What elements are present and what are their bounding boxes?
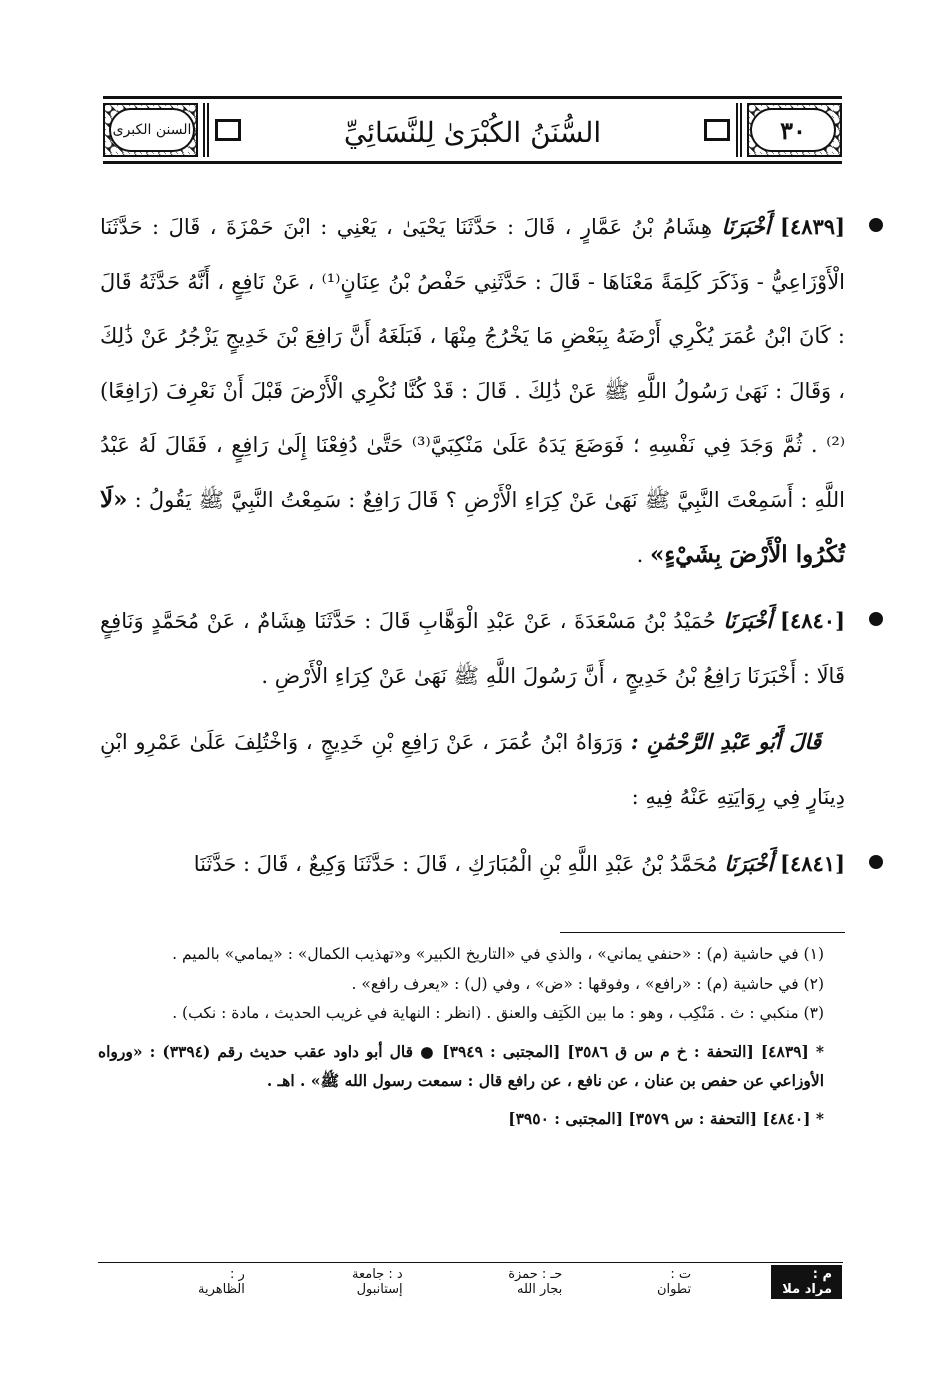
hadith-text: مُحَمَّدُ بْنُ عَبْدِ اللَّهِ بْنِ الْمُبَارَكِ ، قَالَ : حَدَّثَنَا وَكِيعٌ ، قَالَ : حَدَّثَنَا: [193, 851, 718, 876]
book-emblem: السنن الكبرى: [109, 108, 195, 152]
hadith-text: هِشَامُ بْنُ عَمَّارٍ ، قَالَ : حَدَّثَنَا يَحْيَىٰ ، يَعْنِي : ابْنَ حَمْزَةَ ، قَالَ : حَدَّثَنَا الْأَوْزَاعِيُّ - وَذَكَرَ كَلِمَةً مَعْنَاهَا - قَالَ : حَدَّثَنِي حَفْصُ بْنُ عِنَانٍ⁽¹⁾ ، عَنْ نَافِعٍ ، أَنَّهُ حَدَّثَهُ قَالَ : كَانَ ابْنُ عُمَرَ يُكْرِي أَرْضَهُ بِبَعْضِ مَا يَخْرُجُ مِنْهَا ، فَبَلَغَهُ أَنَّ رَافِعَ بْنَ خَدِيجٍ يَزْجُرُ عَنْ ذَٰلِكَ ، وَقَالَ : نَهَىٰ رَسُولُ اللَّهِ ﷺ عَنْ ذَٰلِكَ . قَالَ : قَدْ كُنَّا نُكْرِي الْأَرْضَ قَبْلَ أَنْ نَعْرِفَ (رَافِعًا)⁽²⁾ . ثُمَّ وَجَدَ فِي نَفْسِهِ ؛ فَوَضَعَ يَدَهُ عَلَىٰ مَنْكِبَيَّ⁽³⁾ حَتَّىٰ دُفِعْنَا إِلَىٰ رَافِعٍ ، فَقَالَ لَهُ عَبْدُ اللَّهِ : أَسَمِعْتَ النَّبِيَّ ﷺ نَهَىٰ عَنْ كِرَاءِ الْأَرْضِ ؟ قَالَ رَافِعٌ : سَمِعْتُ النَّبِيَّ ﷺ يَقُولُ :: [100, 215, 845, 512]
header-divider-right: [736, 103, 742, 157]
reference-note-4839: * [٤٨٣٩] [التحفة : خ م س ق ٣٥٨٦] [المجتبى : ٣٩٤٩] ● قال أبو داود عقب حديث رقم (٣٣٩٤) : «ورواه الأوزاعي عن حفص بن عنان ، عن نافع ، عن رافع قال : سمعت رسول الله ﷺ» . اهـ .: [98, 1041, 824, 1090]
hadith-4839: [100, 200, 845, 582]
bullet-icon: [869, 855, 883, 869]
author-label: قَالَ أَبُو عَبْدِ الرَّحْمَٰنِ :: [630, 729, 821, 755]
header-divider-left: [203, 103, 209, 157]
akhbarana-label: أَخْبَرَنَا: [724, 850, 774, 876]
footnote-separator: [560, 932, 845, 933]
prophetic-saying: «لَا تُكْرُوا الْأَرْضَ بِشَيْءٍ»: [100, 485, 845, 568]
page-header: [103, 96, 842, 164]
hadith-text: حُمَيْدُ بْنُ مَسْعَدَةَ ، عَنْ عَبْدِ الْوَهَّابِ قَالَ : حَدَّثَنَا هِشَامٌ ، عَنْ مُحَمَّدٍ وَنَافِعٍ قَالَا : أَخْبَرَنَا رَافِعُ بْنُ خَدِيجٍ ، أَنَّ رَسُولَ اللَّهِ ﷺ نَهَىٰ عَنْ كِرَاءِ الْأَرْضِ .: [100, 609, 845, 688]
footnote-1: (١) في حاشية (م) : «حنفي يماني» ، والذي في «التاريخ الكبير» و«تهذيب الكمال» : «يمامي» بالميم .: [172, 945, 824, 963]
manuscript-badge: م : مراد ملا: [771, 1265, 842, 1299]
hadith-4840: [100, 594, 845, 703]
page-number: ٣٠: [750, 108, 836, 152]
manuscript-key: [110, 1268, 842, 1296]
author-comment: [100, 715, 845, 824]
manuscript-source: د : جامعة إستانبول: [352, 1267, 403, 1297]
footer-separator: [98, 1262, 843, 1263]
bullet-icon: [869, 612, 883, 626]
hadith-4841: [100, 837, 845, 892]
hadith-number: [٤٨٣٩]: [780, 214, 845, 239]
manuscript-source: ر : الظاهرية: [198, 1267, 245, 1297]
footnote-3: (٣) منكبي : ث . مَنْكِب ، وهو : ما بين الكَتِف والعنق . (انظر : النهاية في غريب الحديث ، مادة : نكب) .: [172, 1004, 824, 1022]
manuscript-source: ت : تطوان: [656, 1267, 692, 1297]
hadith-number: [٤٨٤٠]: [780, 608, 845, 634]
header-knot-right: [704, 119, 730, 141]
manuscript-source: حـ : حمزة بجار الله: [508, 1267, 563, 1297]
hadith-end: .: [636, 542, 650, 567]
header-knot-left: [215, 119, 241, 141]
comment-text: وَرَوَاهُ ابْنُ عُمَرَ ، عَنْ رَافِعِ بْنِ خَدِيجٍ ، وَاخْتُلِفَ عَلَىٰ عَمْرِو ابْنِ دِينَارٍ فِي رِوَايَتِهِ عَنْهُ فِيهِ :: [100, 730, 845, 809]
main-text: [100, 200, 845, 903]
reference-note-4840: * [٤٨٤٠] [التحفة : س ٣٥٧٩] [المجتبى : ٣٩٥٠]: [508, 1108, 824, 1128]
bullet-icon: [869, 218, 883, 232]
book-title: السُّنَنُ الكُبْرَىٰ لِلنَّسَائِيِّ: [343, 115, 602, 149]
footnote-2: (٢) في حاشية (م) : «رافع» ، وفوقها : «ض» ، وفي (ل) : «يعرف رافع» .: [351, 974, 824, 993]
hadith-number: [٤٨٤١]: [780, 850, 845, 876]
akhbarana-label: أَخْبَرَنَا: [721, 214, 771, 239]
akhbarana-label: أَخْبَرَنَا: [723, 608, 773, 634]
footnotes: [98, 940, 824, 1133]
